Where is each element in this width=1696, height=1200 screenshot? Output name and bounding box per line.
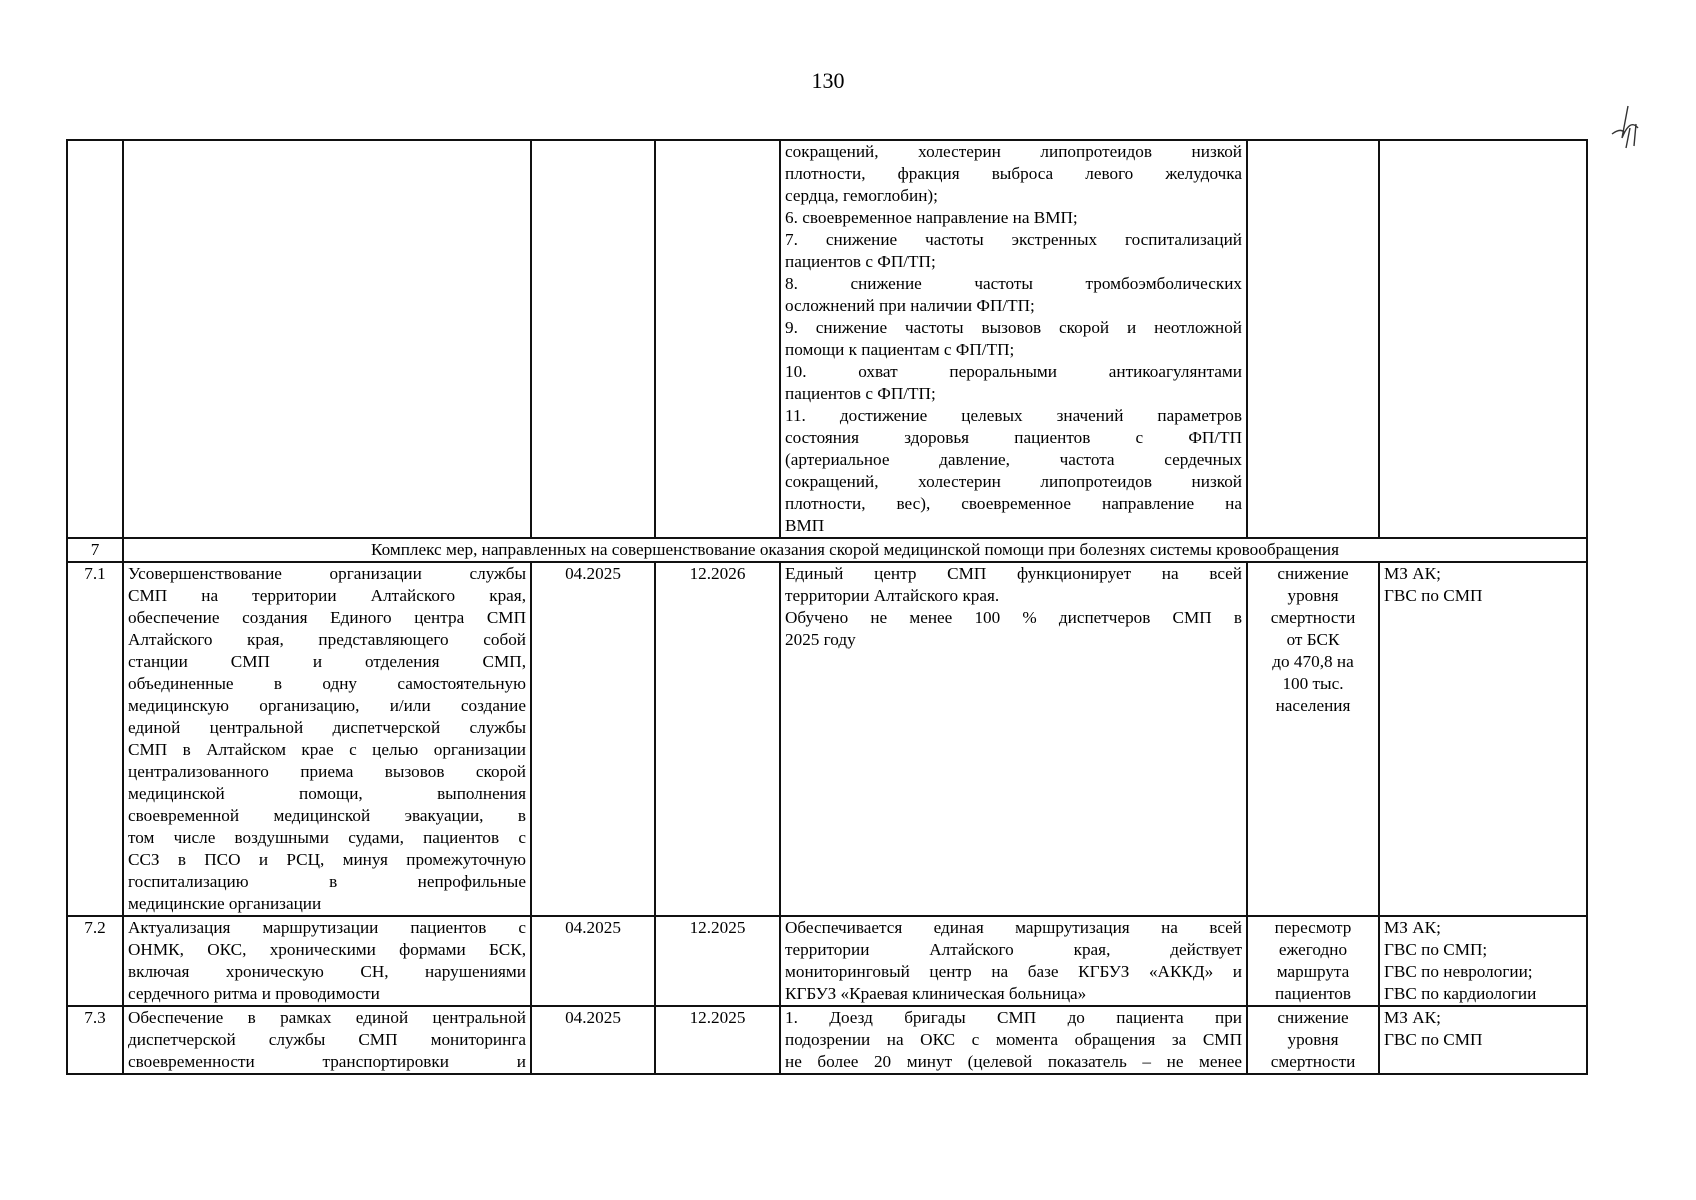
result-cell <box>780 1006 1247 1074</box>
section-row <box>67 538 1587 562</box>
responsible-cell <box>1379 562 1587 916</box>
start-date: 04.2025 <box>531 562 655 916</box>
text-line: 7. снижение частоты экстренных госпитализаций <box>785 230 1242 249</box>
page-number: 130 <box>811 68 845 93</box>
text-line: мониторинговый центр на базе КГБУЗ «АККД» и <box>785 962 1242 981</box>
text-line: (артериальное давление, частота сердечных <box>785 450 1242 469</box>
text-line: ГВС по СМП <box>1384 1030 1483 1049</box>
measure-cell <box>123 916 531 1006</box>
signature-mark <box>1600 98 1660 158</box>
text-line: пациентов с ФП/ТП; <box>785 384 936 403</box>
table-row <box>67 916 1587 1006</box>
text-line: от БСК <box>1286 630 1340 649</box>
end-cell <box>655 140 780 538</box>
text-line: 8. снижение частоты тромбоэмболических <box>785 274 1242 293</box>
text-line: своевременной медицинской эвакуации, в <box>128 806 526 825</box>
text-line: состояния здоровья пациентов с ФП/ТП <box>785 428 1242 447</box>
end-date: 12.2025 <box>655 916 780 1006</box>
plan-table <box>66 139 1588 1075</box>
text-line: 6. своевременное направление на ВМП; <box>785 208 1078 227</box>
text-line: уровня <box>1287 1030 1339 1049</box>
text-line: ГВС по СМП; <box>1384 940 1488 959</box>
text-line: своевременности транспортировки и <box>128 1052 526 1071</box>
start-date: 04.2025 <box>531 916 655 1006</box>
text-line: единой центральной диспетчерской службы <box>128 718 526 737</box>
text-line: смертности <box>1270 608 1356 627</box>
continuation-row <box>67 140 1587 538</box>
text-line: маршрута <box>1276 962 1350 981</box>
text-line: том числе воздушными судами, пациентов с <box>128 828 526 847</box>
text-line: ежегодно <box>1278 940 1348 959</box>
text-line: Алтайского края, представляющего собой <box>128 630 526 649</box>
text-line: территории Алтайского края, действует <box>785 940 1242 959</box>
text-line: 2025 году <box>785 630 856 649</box>
text-line: медицинские организации <box>128 894 322 913</box>
text-line: медицинскую организацию, и/или создание <box>128 696 526 715</box>
text-line: 100 тыс. <box>1282 674 1344 693</box>
text-line: Усовершенствование организации службы <box>128 564 526 583</box>
text-line: пациентов <box>1274 984 1352 1003</box>
text-line: СМП на территории Алтайского края, <box>128 586 526 605</box>
text-line: помощи к пациентам с ФП/ТП; <box>785 340 1015 359</box>
end-date: 12.2026 <box>655 562 780 916</box>
text-line: сокращений, холестерин липопротеидов низкой <box>785 472 1242 491</box>
text-line: госпитализацию в непрофильные <box>128 872 526 891</box>
text-line: населения <box>1275 696 1351 715</box>
num-cell <box>67 140 123 538</box>
effect-cell <box>1247 140 1379 538</box>
text-line: ССЗ в ПСО и РСЦ, минуя промежуточную <box>128 850 526 869</box>
text-line: пересмотр <box>1274 918 1352 937</box>
text-line: Актуализация маршрутизации пациентов с <box>128 918 526 937</box>
text-line: СМП в Алтайском крае с целью организации <box>128 740 526 759</box>
result-cell <box>780 140 1247 538</box>
text-line: Обеспечение в рамках единой центральной <box>128 1008 526 1027</box>
text-line: медицинской помощи, выполнения <box>128 784 526 803</box>
text-line: станции СМП и отделения СМП, <box>128 652 526 671</box>
effect-cell <box>1247 562 1379 916</box>
row-number: 7.2 <box>67 916 123 1006</box>
text-line: плотности, вес), своевременное направление на <box>785 494 1242 513</box>
result-cell <box>780 916 1247 1006</box>
text-line: до 470,8 на <box>1272 652 1354 671</box>
measure-cell <box>123 1006 531 1074</box>
text-line: снижение <box>1277 564 1349 583</box>
text-line: 11. достижение целевых значений параметров <box>785 406 1242 425</box>
start-date: 04.2025 <box>531 1006 655 1074</box>
text-line: Единый центр СМП функционирует на всей <box>785 564 1242 583</box>
result-cell <box>780 562 1247 916</box>
text-line: ГВС по неврологии; <box>1384 962 1533 981</box>
text-line: 1. Доезд бригады СМП до пациента при <box>785 1008 1242 1027</box>
end-date: 12.2025 <box>655 1006 780 1074</box>
start-cell <box>531 140 655 538</box>
measure-cell <box>123 562 531 916</box>
text-line: территории Алтайского края. <box>785 586 1000 605</box>
text-line: МЗ АК; <box>1384 918 1441 937</box>
text-line: 10. охват пероральными антикоагулянтами <box>785 362 1242 381</box>
effect-cell <box>1247 916 1379 1006</box>
text-line: диспетчерской службы СМП мониторинга <box>128 1030 526 1049</box>
effect-cell <box>1247 1006 1379 1074</box>
text-line: централизованного приема вызовов скорой <box>128 762 526 781</box>
table-row <box>67 562 1587 916</box>
measure-cell <box>123 140 531 538</box>
section-title: Комплекс мер, направленных на совершенствование оказания скорой медицинской помощи при болезнях системы кровообращения <box>123 538 1587 562</box>
row-number: 7.1 <box>67 562 123 916</box>
text-line: ГВС по кардиологии <box>1384 984 1537 1003</box>
text-line: сердца, гемоглобин); <box>785 186 938 205</box>
text-line: МЗ АК; <box>1384 1008 1441 1027</box>
text-line: включая хроническую СН, нарушениями <box>128 962 526 981</box>
text-line: объединенные в одну самостоятельную <box>128 674 526 693</box>
text-line: 9. снижение частоты вызовов скорой и неотложной <box>785 318 1242 337</box>
text-line: Обучено не менее 100 % диспетчеров СМП в <box>785 608 1242 627</box>
text-line: обеспечение создания Единого центра СМП <box>128 608 526 627</box>
text-line: сокращений, холестерин липопротеидов низкой <box>785 142 1242 161</box>
table-row <box>67 1006 1587 1074</box>
section-number: 7 <box>67 538 123 562</box>
text-line: уровня <box>1287 586 1339 605</box>
text-line: не более 20 минут (целевой показатель – не менее <box>785 1052 1242 1071</box>
text-line: осложнений при наличии ФП/ТП; <box>785 296 1035 315</box>
text-line: сердечного ритма и проводимости <box>128 984 380 1003</box>
row-number: 7.3 <box>67 1006 123 1074</box>
text-line: ОНМК, ОКС, хроническими формами БСК, <box>128 940 526 959</box>
responsible-cell <box>1379 1006 1587 1074</box>
text-line: смертности <box>1270 1052 1356 1071</box>
text-line: плотности, фракция выброса левого желудочка <box>785 164 1242 183</box>
responsible-cell <box>1379 140 1587 538</box>
text-line: подозрении на ОКС с момента обращения за СМП <box>785 1030 1242 1049</box>
text-line: пациентов с ФП/ТП; <box>785 252 936 271</box>
text-line: МЗ АК; <box>1384 564 1441 583</box>
text-line: Обеспечивается единая маршрутизация на всей <box>785 918 1242 937</box>
text-line: КГБУЗ «Краевая клиническая больница» <box>785 984 1087 1003</box>
text-line: ВМП <box>785 516 825 535</box>
text-line: ГВС по СМП <box>1384 586 1483 605</box>
responsible-cell <box>1379 916 1587 1006</box>
text-line: снижение <box>1277 1008 1349 1027</box>
